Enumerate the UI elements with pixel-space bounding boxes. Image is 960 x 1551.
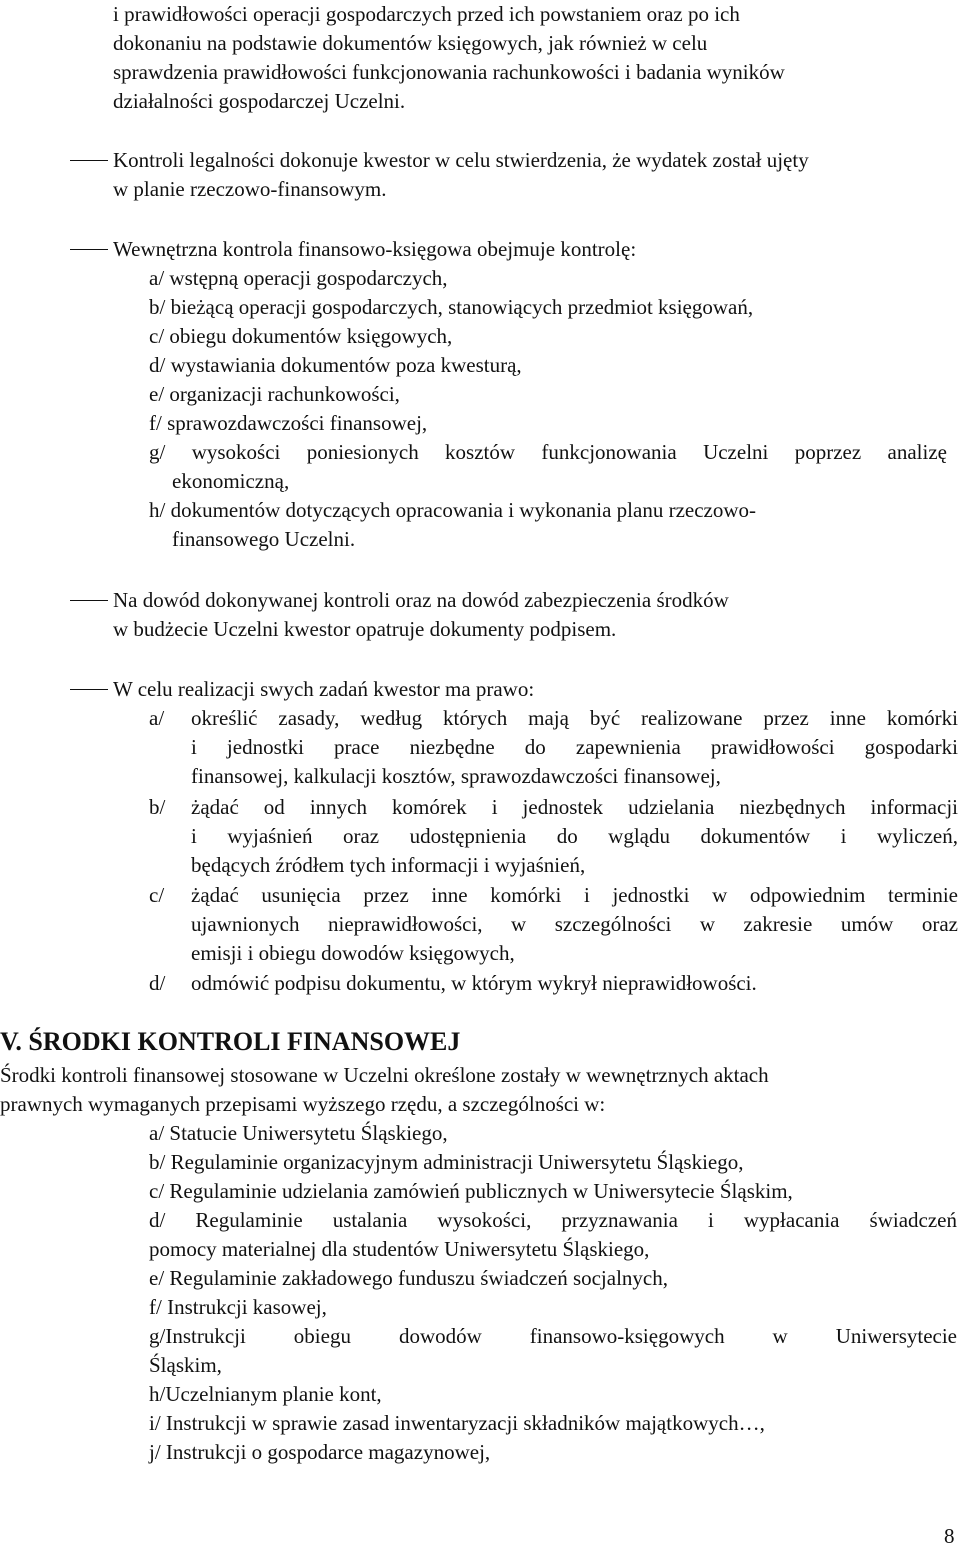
- intro-line: działalności gospodarczej Uczelni.: [113, 89, 406, 113]
- section-item: i/ Instrukcji w sprawie zasad inwentaryzacji składników majątkowych…,: [149, 1411, 765, 1435]
- section-intro-line: prawnych wymaganych przepisami wyższego rzędu, a szczególności w:: [0, 1092, 606, 1116]
- internal-control-item-cont: ekonomiczną,: [172, 469, 290, 493]
- rights-marker: d/: [149, 971, 166, 995]
- internal-control-item: c/ obiegu dokumentów księgowych,: [149, 324, 453, 348]
- rights-item-line: będących źródłem tych informacji i wyjaśnień,: [191, 853, 586, 877]
- rights-item-line: emisji i obiegu dowodów księgowych,: [191, 941, 515, 965]
- section-item: d/ Regulaminie ustalania wysokości, przyznawania i wypłacania świadczeń: [149, 1208, 957, 1232]
- rights-item-line: odmówić podpisu dokumentu, w którym wykrył nieprawidłowości.: [191, 971, 757, 995]
- page-number: 8: [944, 1524, 955, 1548]
- dash-bullet: [70, 689, 108, 690]
- rights-item-line: żądać od innych komórek i jednostek udzielania niezbędnych informacji: [191, 795, 958, 819]
- rights-item-line: finansowej, kalkulacji kosztów, sprawozdawczości finansowej,: [191, 764, 721, 788]
- internal-control-item-cont: finansowego Uczelni.: [172, 527, 356, 551]
- internal-control-lead: Wewnętrzna kontrola finansowo-księgowa obejmuje kontrolę:: [113, 237, 637, 261]
- legality-line: Kontroli legalności dokonuje kwestor w celu stwierdzenia, że wydatek został ujęty: [113, 148, 809, 172]
- legality-line: w planie rzeczowo-finansowym.: [113, 177, 387, 201]
- rights-marker: a/: [149, 706, 165, 730]
- dash-bullet: [70, 160, 108, 161]
- section-heading: V. ŚRODKI KONTROLI FINANSOWEJ: [0, 1027, 461, 1056]
- section-item: h/Uczelnianym planie kont,: [149, 1382, 382, 1406]
- rights-item-line: określić zasady, według których mają być realizowane przez inne komórki: [191, 706, 958, 730]
- intro-line: sprawdzenia prawidłowości funkcjonowania rachunkowości i badania wyników: [113, 60, 785, 84]
- internal-control-item: a/ wstępną operacji gospodarczych,: [149, 266, 448, 290]
- dash-bullet: [70, 249, 108, 250]
- rights-item-line: ujawnionych nieprawidłowości, w szczególności w zakresie umów oraz: [191, 912, 958, 936]
- section-item: f/ Instrukcji kasowej,: [149, 1295, 327, 1319]
- section-intro-line: Środki kontroli finansowej stosowane w Uczelni określone zostały w wewnętrznych aktach: [0, 1063, 769, 1087]
- rights-item-line: i jednostki prace niezbędne do zapewnienia prawidłowości gospodarki: [191, 735, 958, 759]
- intro-line: dokonaniu na podstawie dokumentów księgowych, jak również w celu: [113, 31, 708, 55]
- section-item-cont: Śląskim,: [149, 1353, 222, 1377]
- section-item: b/ Regulaminie organizacyjnym administracji Uniwersytetu Śląskiego,: [149, 1150, 744, 1174]
- internal-control-item: g/ wysokości poniesionych kosztów funkcjonowania Uczelni poprzez analizę: [149, 440, 947, 464]
- evidence-line: w budżecie Uczelni kwestor opatruje dokumenty podpisem.: [113, 617, 617, 641]
- internal-control-item: b/ bieżącą operacji gospodarczych, stanowiących przedmiot księgowań,: [149, 295, 754, 319]
- section-item: a/ Statucie Uniwersytetu Śląskiego,: [149, 1121, 448, 1145]
- rights-item-line: żądać usunięcia przez inne komórki i jednostki w odpowiednim terminie: [191, 883, 958, 907]
- intro-line: i prawidłowości operacji gospodarczych przed ich powstaniem oraz po ich: [113, 2, 740, 26]
- rights-lead: W celu realizacji swych zadań kwestor ma prawo:: [113, 677, 535, 701]
- rights-marker: b/: [149, 795, 166, 819]
- internal-control-item: h/ dokumentów dotyczących opracowania i wykonania planu rzeczowo-: [149, 498, 757, 522]
- internal-control-item: e/ organizacji rachunkowości,: [149, 382, 400, 406]
- rights-marker: c/: [149, 883, 165, 907]
- section-item: g/Instrukcji obiegu dowodów finansowo-księgowych w Uniwersytecie: [149, 1324, 957, 1348]
- section-item: e/ Regulaminie zakładowego funduszu świadczeń socjalnych,: [149, 1266, 668, 1290]
- internal-control-item: f/ sprawozdawczości finansowej,: [149, 411, 428, 435]
- section-item-cont: pomocy materialnej dla studentów Uniwersytetu Śląskiego,: [149, 1237, 650, 1261]
- dash-bullet: [70, 600, 108, 601]
- internal-control-item: d/ wystawiania dokumentów poza kwesturą,: [149, 353, 522, 377]
- section-item: j/ Instrukcji o gospodarce magazynowej,: [149, 1440, 491, 1464]
- section-item: c/ Regulaminie udzielania zamówień publicznych w Uniwersytecie Śląskim,: [149, 1179, 793, 1203]
- evidence-line: Na dowód dokonywanej kontroli oraz na dowód zabezpieczenia środków: [113, 588, 729, 612]
- rights-item-line: i wyjaśnień oraz udostępnienia do wglądu dokumentów i wyliczeń,: [191, 824, 958, 848]
